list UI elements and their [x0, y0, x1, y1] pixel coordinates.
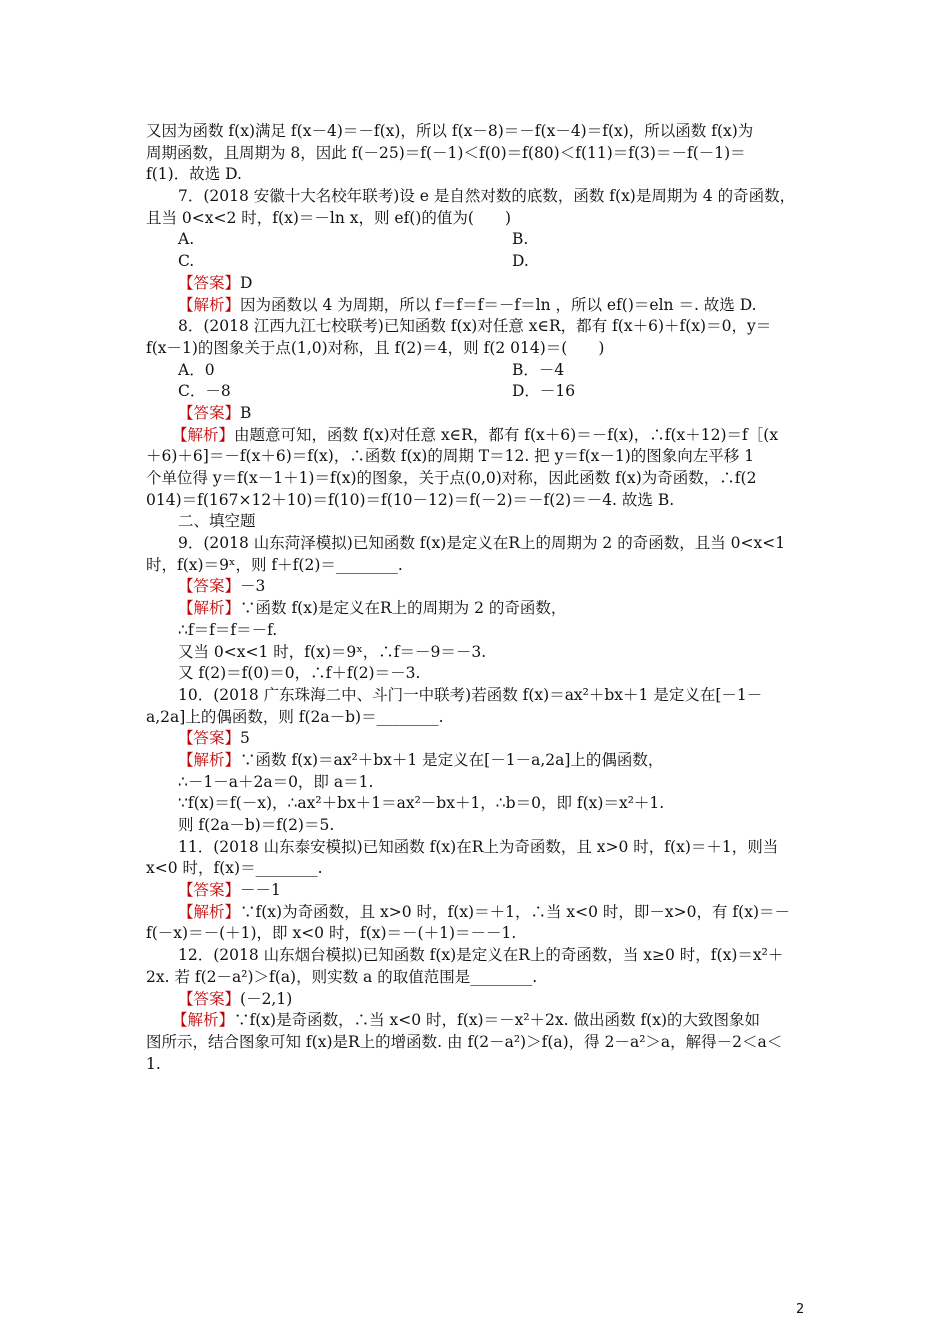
analysis-tag: 【解析】	[178, 599, 241, 618]
answer-tag: 【答案】	[178, 273, 241, 292]
section-heading: 二、填空题	[178, 512, 256, 531]
answer-tag: 【答案】	[178, 881, 241, 900]
analysis-tag: 【解析】	[172, 425, 235, 444]
q8-analysis	[146, 425, 806, 447]
q8-options-row-2	[146, 381, 806, 403]
q12-analysis	[146, 1010, 806, 1032]
text-line: 又因为函数 f(x)满足 f(x－4)＝－f(x)，所以 f(x－8)＝－f(x－4)＝f(x)，所以函数 f(x)为	[146, 122, 754, 140]
q11-answer	[146, 880, 806, 902]
q7-options-row-1	[146, 229, 806, 251]
text-line: 周期函数，且周期为 8，因此 f(－25)＝f(－1)＜f(0)＝f(80)＜f(11)＝f(3)＝－f(－1)＝	[146, 143, 746, 162]
analysis-text: ∵f(x)为奇函数，且 x>0 时，f(x)＝＋1，∴当 x<0 时，即－x>0，有 f(x)＝－	[240, 902, 791, 921]
text-line: ∴f＝f＝f＝－f.	[178, 620, 278, 639]
analysis-text: 由题意可知，函数 f(x)对任意 x∈R，都有 f(x＋6)＝－f(x)，∴f(x＋12)＝f［(x	[234, 425, 779, 444]
q10-analysis	[146, 750, 806, 772]
text-line: 则 f(2a－b)＝f(2)＝5.	[178, 816, 335, 834]
analysis-tag: 【解析】	[178, 295, 241, 314]
answer-text: 5	[240, 729, 250, 748]
text-line: 2x. 若 f(2－a²)＞f(a)，则实数 a 的取值范围是________.	[146, 967, 538, 986]
q10-answer	[146, 728, 806, 750]
q7-option-c: C.	[178, 252, 195, 271]
q7-options-row-2	[146, 251, 806, 273]
analysis-text: ∵函数 f(x)＝ax²＋bx＋1 是定义在[－1－a,2a]上的偶函数，	[240, 750, 664, 769]
text-line: x<0 时，f(x)＝________.	[146, 859, 323, 878]
question-12-stem: 12．(2018 山东烟台模拟)已知函数 f(x)是定义在R上的奇函数，当 x≥0 时，f(x)＝x²＋	[178, 946, 784, 965]
question-8-stem: 8．(2018 江西九江七校联考)已知函数 f(x)对任意 x∈R，都有 f(x＋6)＋f(x)＝0，y＝	[178, 317, 772, 336]
answer-tag: 【答案】	[178, 403, 241, 422]
answer-tag: 【答案】	[178, 729, 241, 748]
q8-option-c: C．－8	[178, 382, 231, 401]
page-number: 2	[796, 1302, 805, 1317]
answer-tag: 【答案】	[178, 989, 241, 1008]
q11-analysis	[146, 902, 806, 924]
q7-analysis	[146, 295, 806, 317]
q8-option-b: B．－4	[512, 360, 565, 379]
text-line: f(x－1)的图象关于点(1,0)对称，且 f(2)＝4，则 f(2 014)＝( )	[146, 338, 605, 357]
text-line: f(－x)＝－(＋1)，即 x<0 时，f(x)＝－(＋1)＝－－1.	[146, 924, 517, 943]
answer-text: (－2,1)	[240, 989, 293, 1008]
analysis-text: ∵f(x)是奇函数，∴当 x<0 时，f(x)＝－x²＋2x. 做出函数 f(x)的大致图象如	[234, 1011, 761, 1030]
q7-answer	[146, 273, 806, 295]
text-line: 014)＝f(167×12＋10)＝f(10)＝f(10－12)＝f(－2)＝－f(2)＝－4. 故选 B.	[146, 490, 675, 509]
q8-options-row-1	[146, 360, 806, 382]
page-content	[146, 121, 806, 1075]
q7-option-a: A.	[178, 230, 195, 249]
question-10-stem: 10．(2018 广东珠海二中、斗门一中联考)若函数 f(x)＝ax²＋bx＋1 是定义在[－1－	[178, 685, 763, 704]
text-line: 图所示，结合图象可知 f(x)是R上的增函数. 由 f(2－a²)＞f(a)，得 2－a²＞a，解得－2＜a＜	[146, 1032, 783, 1051]
analysis-text: ∵函数 f(x)是定义在R上的周期为 2 的奇函数，	[240, 599, 567, 618]
q8-option-d: D．－16	[512, 382, 576, 401]
answer-text: B	[240, 403, 252, 422]
q7-option-b: B.	[512, 230, 529, 249]
text-line: 个单位得 y＝f(x－1＋1)＝f(x)的图象，关于点(0,0)对称，因此函数 f(x)为奇函数，∴f(2	[146, 469, 757, 487]
q9-answer	[146, 576, 806, 598]
text-line: 且当 0<x<2 时，f(x)＝－ln x，则 ef()的值为( )	[146, 208, 512, 227]
text-line: ＋6)＋6]＝－f(x＋6)＝f(x)，∴函数 f(x)的周期 T＝12. 把 y＝f(x－1)的图象向左平移 1	[146, 447, 755, 466]
analysis-tag: 【解析】	[178, 902, 241, 921]
q8-option-a: A．0	[178, 360, 215, 379]
question-7-stem: 7．(2018 安徽十大名校年联考)设 e 是自然对数的底数，函数 f(x)是周期为 4 的奇函数，	[178, 187, 796, 206]
text-line: 1.	[146, 1054, 161, 1073]
answer-text: －－1	[240, 881, 281, 900]
answer-tag: 【答案】	[178, 577, 241, 596]
analysis-tag: 【解析】	[172, 1011, 235, 1030]
q7-option-d: D.	[512, 252, 529, 271]
q9-analysis	[146, 598, 806, 620]
text-line: f(1)．故选 D.	[146, 165, 242, 184]
text-line: a,2a]上的偶函数，则 f(2a－b)＝________.	[146, 707, 444, 726]
analysis-text: 因为函数以 4 为周期，所以 f＝f＝f＝－f＝ln ，所以 ef()＝eln ＝. 故选 D.	[240, 295, 757, 314]
question-9-stem: 9．(2018 山东菏泽模拟)已知函数 f(x)是定义在R上的周期为 2 的奇函数，且当 0<x<1	[178, 534, 786, 553]
answer-text: －3	[240, 577, 266, 596]
analysis-tag: 【解析】	[178, 750, 241, 769]
q12-answer	[146, 989, 806, 1011]
q8-answer	[146, 403, 806, 425]
text-line: 又 f(2)＝f(0)＝0，∴f＋f(2)＝－3.	[178, 664, 421, 683]
text-line: 又当 0<x<1 时，f(x)＝9ˣ，∴f＝－9＝－3.	[178, 642, 487, 661]
question-11-stem: 11．(2018 山东泰安模拟)已知函数 f(x)在R上为奇函数，且 x>0 时，f(x)＝＋1，则当	[178, 837, 779, 856]
text-line: ∴－1－a＋2a＝0，即 a＝1.	[178, 772, 374, 791]
answer-text: D	[240, 273, 253, 292]
text-line: ∵f(x)＝f(－x)，∴ax²＋bx＋1＝ax²－bx＋1，∴b＝0，即 f(x)＝x²＋1.	[178, 794, 665, 813]
text-line: 时，f(x)＝9ˣ，则 f＋f(2)＝________.	[146, 555, 403, 574]
